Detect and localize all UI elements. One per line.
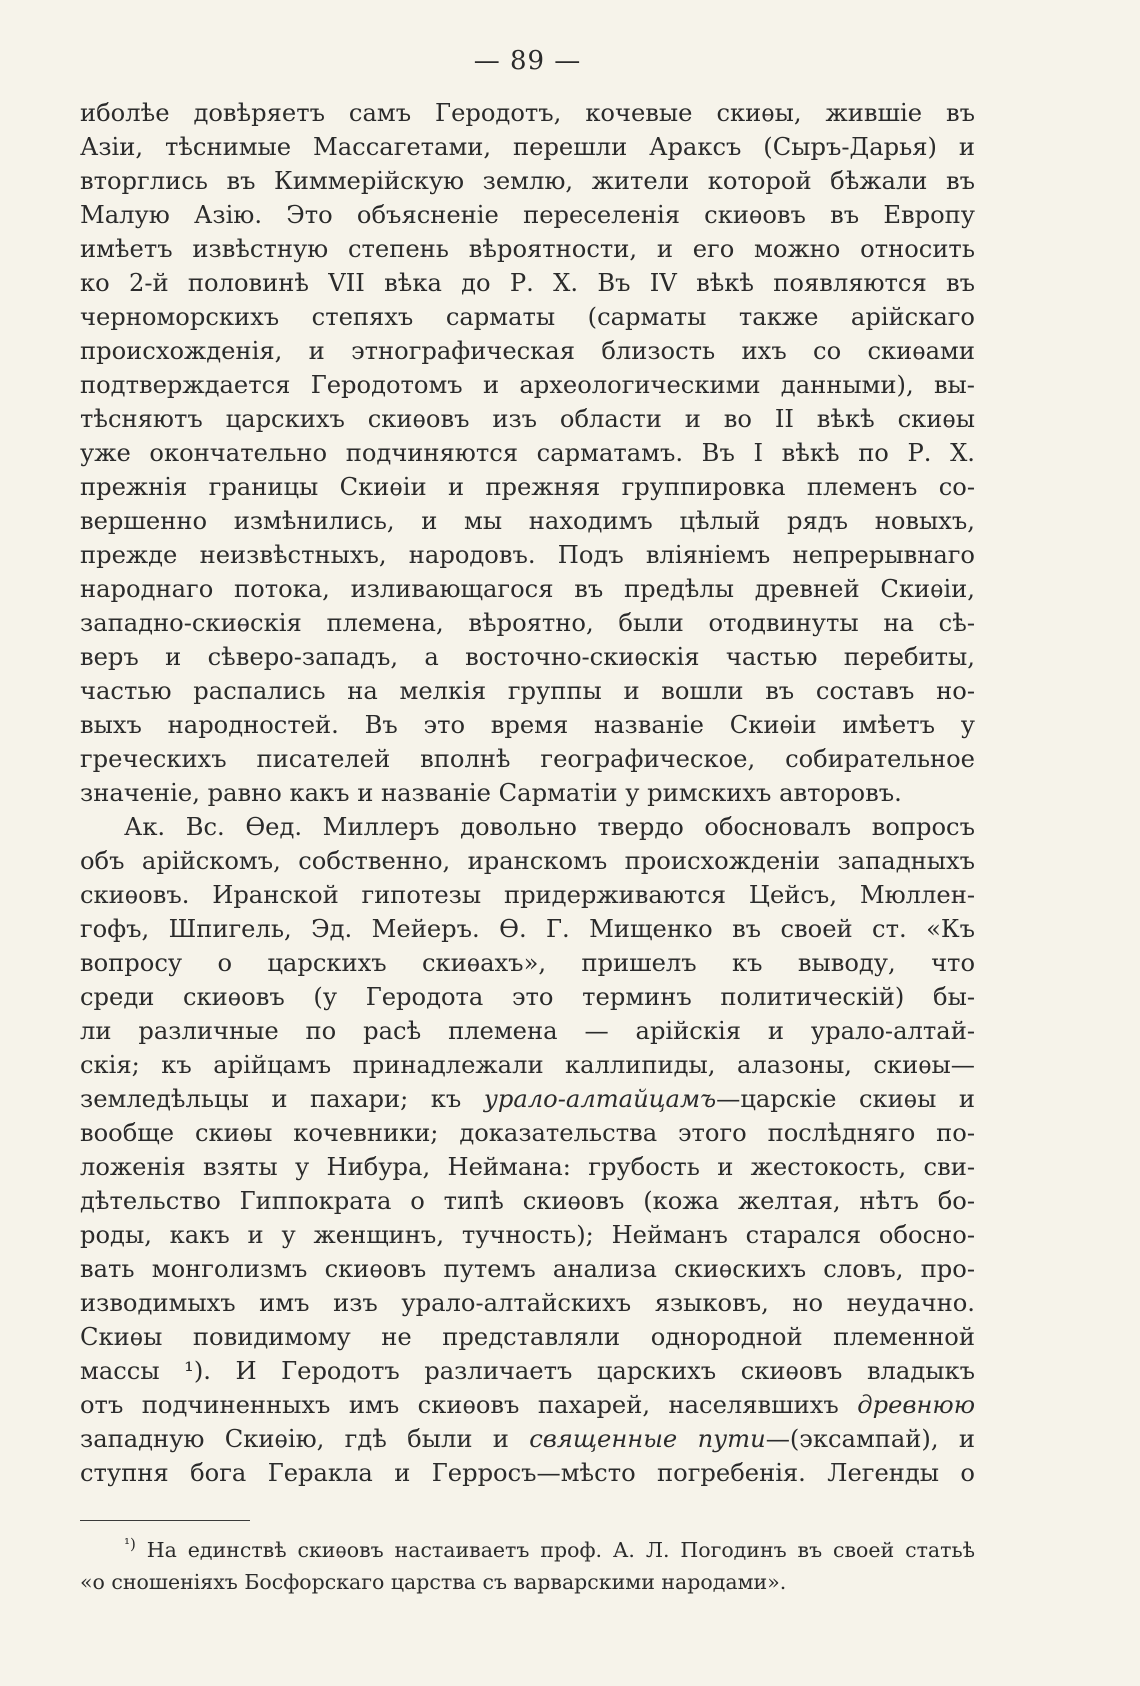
text-segment: иболѣе довѣряетъ самъ Геродотъ, кочевые скиѳы, жившіе въ bbox=[80, 99, 975, 127]
text-segment: скія; къ арійцамъ принадлежали каллипиды, алазоны, скиѳы— bbox=[80, 1051, 975, 1079]
text-line bbox=[80, 198, 975, 232]
footnote-line bbox=[80, 1534, 975, 1566]
text-line bbox=[80, 164, 975, 198]
text-segment: выхъ народностей. Въ это время названіе Скиѳіи имѣетъ у bbox=[80, 711, 975, 739]
text-segment: вать монголизмъ скиѳовъ путемъ анализа скиѳскихъ словъ, про- bbox=[80, 1255, 975, 1283]
text-segment: массы ¹). И Геродотъ различаетъ царскихъ скиѳовъ владыкъ bbox=[80, 1357, 975, 1385]
footnotes bbox=[80, 1534, 975, 1598]
text-line bbox=[80, 1320, 975, 1354]
text-segment: ложенія взяты у Нибура, Неймана: грубость и жестокость, сви- bbox=[80, 1153, 975, 1181]
text-line bbox=[80, 1116, 975, 1150]
text-line bbox=[80, 844, 975, 878]
text-segment: ли различные по расѣ племена — арійскія и урало-алтай- bbox=[80, 1017, 975, 1045]
text-segment: Ак. Вс. Ѳед. Миллеръ довольно твердо обосновалъ вопросъ bbox=[124, 813, 975, 841]
text-segment: Малую Азію. Это объясненіе переселенія скиѳовъ въ Европу bbox=[80, 201, 975, 229]
footnote-line bbox=[80, 1566, 975, 1598]
text-line bbox=[80, 946, 975, 980]
footnote-text: «о сношеніяхъ Босфорскаго царства съ варварскими народами». bbox=[80, 1570, 787, 1594]
text-segment: дѣтельство Гиппократа о типѣ скиѳовъ (кожа желтая, нѣтъ бо- bbox=[80, 1187, 975, 1215]
footnote-text: На единствѣ скиѳовъ настаиваетъ проф. А. Л. Погодинъ въ своей статьѣ bbox=[135, 1538, 975, 1562]
text-segment: —(эксампай), и bbox=[765, 1425, 975, 1453]
text-line bbox=[80, 402, 975, 436]
text-segment: роды, какъ и у женщинъ, тучность); Нейманъ старался обосно- bbox=[80, 1221, 975, 1249]
text-segment: гофъ, Шпигель, Эд. Мейеръ. Ѳ. Г. Мищенко въ своей ст. «Къ bbox=[80, 915, 975, 943]
text-segment: Азіи, тѣснимые Массагетами, перешли Араксъ (Сыръ-Дарья) и bbox=[80, 133, 975, 161]
text-line bbox=[80, 368, 975, 402]
italic-text: священные пути bbox=[529, 1425, 766, 1453]
text-line bbox=[80, 470, 975, 504]
text-segment: вопросу о царскихъ скиѳахъ», пришелъ къ выводу, что bbox=[80, 949, 975, 977]
main-text bbox=[80, 96, 975, 1490]
text-line bbox=[80, 334, 975, 368]
text-segment: вообще скиѳы кочевники; доказательства этого послѣдняго по- bbox=[80, 1119, 975, 1147]
book-page bbox=[80, 0, 975, 1686]
text-line bbox=[80, 436, 975, 470]
footnote-divider bbox=[80, 1520, 250, 1521]
text-segment: изводимыхъ имъ изъ урало-алтайскихъ языковъ, но неудачно. bbox=[80, 1289, 975, 1317]
text-segment: западно-скиѳскія племена, вѣроятно, были отодвинуты на сѣ- bbox=[80, 609, 975, 637]
text-segment: имѣетъ извѣстную степень вѣроятности, и его можно относить bbox=[80, 235, 975, 263]
text-segment: тѣсняютъ царскихъ скиѳовъ изъ области и во II вѣкѣ скиѳы bbox=[80, 405, 975, 433]
text-segment: вторглись въ Киммерійскую землю, жители которой бѣжали въ bbox=[80, 167, 975, 195]
text-line bbox=[80, 708, 975, 742]
text-line bbox=[80, 980, 975, 1014]
text-segment: вершенно измѣнились, и мы находимъ цѣлый рядъ новыхъ, bbox=[80, 507, 975, 535]
text-line bbox=[80, 538, 975, 572]
text-segment: среди скиѳовъ (у Геродота это терминъ политическій) бы- bbox=[80, 983, 975, 1011]
text-segment: уже окончательно подчиняются сарматамъ. Въ I вѣкѣ по Р. Х. bbox=[80, 439, 975, 467]
text-segment: ступня бога Геракла и Герросъ—мѣсто погребенія. Легенды о bbox=[80, 1459, 975, 1487]
text-segment: черноморскихъ степяхъ сарматы (сарматы также арійскаго bbox=[80, 303, 975, 331]
text-line bbox=[80, 1354, 975, 1388]
text-line bbox=[80, 1218, 975, 1252]
text-segment: —царскіе скиѳы и bbox=[716, 1085, 975, 1113]
text-segment: отъ подчиненныхъ имъ скиѳовъ пахарей, населявшихъ bbox=[80, 1391, 858, 1419]
text-line bbox=[80, 300, 975, 334]
text-line bbox=[80, 232, 975, 266]
text-segment: объ арійскомъ, собственно, иранскомъ происхожденіи западныхъ bbox=[80, 847, 975, 875]
text-line bbox=[80, 606, 975, 640]
text-segment: значеніе, равно какъ и названіе Сарматіи у римскихъ авторовъ. bbox=[80, 779, 902, 807]
footnote-marker: ¹) bbox=[124, 1535, 136, 1554]
text-line bbox=[80, 504, 975, 538]
text-line bbox=[80, 1388, 975, 1422]
text-line bbox=[80, 776, 975, 810]
text-segment: прежнія границы Скиѳіи и прежняя группировка племенъ со- bbox=[80, 473, 975, 501]
text-line bbox=[80, 878, 975, 912]
text-segment: веръ и сѣверо-западъ, а восточно-скиѳскія частью перебиты, bbox=[80, 643, 975, 671]
text-segment: происхожденія, и этнографическая близость ихъ со скиѳами bbox=[80, 337, 975, 365]
text-line bbox=[80, 1082, 975, 1116]
italic-text: урало-алтайцамъ bbox=[483, 1085, 717, 1113]
text-segment: западную Скиѳію, гдѣ были и bbox=[80, 1425, 530, 1453]
text-segment: ко 2-й половинѣ VII вѣка до Р. Х. Въ IV вѣкѣ появляются въ bbox=[80, 269, 975, 297]
text-line bbox=[80, 1048, 975, 1082]
text-line bbox=[80, 1150, 975, 1184]
text-line bbox=[80, 1456, 975, 1490]
text-line bbox=[80, 572, 975, 606]
text-segment: греческихъ писателей вполнѣ географическое, собирательное bbox=[80, 745, 975, 773]
text-segment: подтверждается Геродотомъ и археологическими данными), вы- bbox=[80, 371, 975, 399]
text-line bbox=[80, 1184, 975, 1218]
text-line bbox=[80, 640, 975, 674]
text-line bbox=[80, 96, 975, 130]
text-line bbox=[80, 266, 975, 300]
text-segment: Скиѳы повидимому не представляли однородной племенной bbox=[80, 1323, 975, 1351]
text-line bbox=[80, 742, 975, 776]
text-line bbox=[80, 1014, 975, 1048]
text-line bbox=[80, 1252, 975, 1286]
text-line bbox=[80, 1286, 975, 1320]
text-line bbox=[80, 674, 975, 708]
text-segment: скиѳовъ. Иранской гипотезы придерживаются Цейсъ, Мюллен- bbox=[80, 881, 975, 909]
text-line bbox=[80, 810, 975, 844]
text-segment: земледѣльцы и пахари; къ bbox=[80, 1085, 484, 1113]
text-segment: прежде неизвѣстныхъ, народовъ. Подъ вліяніемъ непрерывнаго bbox=[80, 541, 975, 569]
page-number: — 89 — bbox=[473, 46, 582, 76]
text-segment: частью распались на мелкія группы и вошли въ составъ но- bbox=[80, 677, 975, 705]
italic-text: древнюю bbox=[857, 1391, 975, 1419]
text-line bbox=[80, 130, 975, 164]
text-line bbox=[80, 1422, 975, 1456]
text-line bbox=[80, 912, 975, 946]
text-segment: народнаго потока, изливающагося въ предѣлы древней Скиѳіи, bbox=[80, 575, 975, 603]
